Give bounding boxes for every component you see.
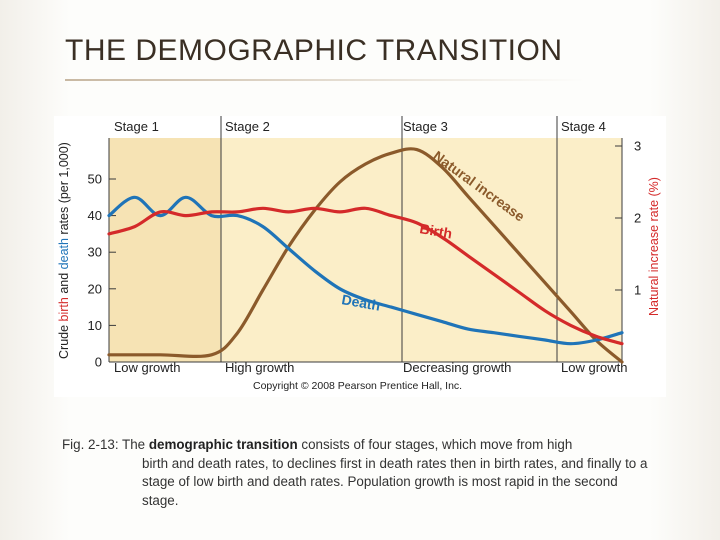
y-axis-left-title [57,142,71,359]
y-axis-left-title-part-1: Crude [57,321,71,359]
y-left-tick-label-50: 50 [87,171,102,187]
caption-bold-term: demographic transition [148,437,298,452]
annotation-natural-increase: Natural increase [430,147,528,225]
caption-prefix: Fig. 2-13: The [62,437,149,452]
slide-title: THE DEMOGRAPHIC TRANSITION [65,34,563,67]
annotation-birth: Birth [418,220,454,242]
stage-label-4: Stage 4 [561,119,606,134]
copyright-notice: Copyright © 2008 Pearson Prentice Hall, Inc. [253,380,463,392]
growth-label-2: High growth [225,360,295,375]
y-right-tick-label-2: 2 [634,210,642,226]
chart-container [54,116,666,397]
y-left-tick-label-40: 40 [87,208,102,224]
y-left-tick-label-30: 30 [87,244,102,260]
stage-label-3: Stage 3 [403,119,448,134]
y-axis-right-title: Natural increase rate (%) [647,177,661,316]
caption-continuation: birth and death rates, to declines first in death rates then in birth rates, and finally to a stage of low birth and death rates. Population growth is most rapid in the second stage. [142,455,648,508]
stage-label-1: Stage 1 [114,119,159,134]
y-axis-left-title-death: death [57,238,71,270]
y-right-tick-label-3: 3 [634,138,642,154]
stage-label-2: Stage 2 [225,119,270,134]
demographic-transition-chart [54,116,666,397]
annotation-death: Death [340,291,382,314]
y-left-tick-label-10: 10 [87,317,102,333]
stage-1-band [109,138,221,362]
title-underline [65,79,585,81]
figure-caption [62,436,652,510]
y-left-tick-label-20: 20 [87,281,102,297]
y-left-tick-label-0: 0 [94,354,102,370]
y-axis-left-title-birth: birth [57,297,71,322]
growth-label-3: Decreasing growth [403,360,512,375]
growth-label-4: Low growth [561,360,628,375]
y-axis-left-title-part-3: and [57,269,71,298]
y-axis-left-title-part-5: rates (per 1,000) [57,142,71,239]
growth-label-1: Low growth [114,360,181,375]
y-right-tick-label-1: 1 [634,282,642,298]
caption-first-line: consists of four stages, which move from high [297,437,573,452]
